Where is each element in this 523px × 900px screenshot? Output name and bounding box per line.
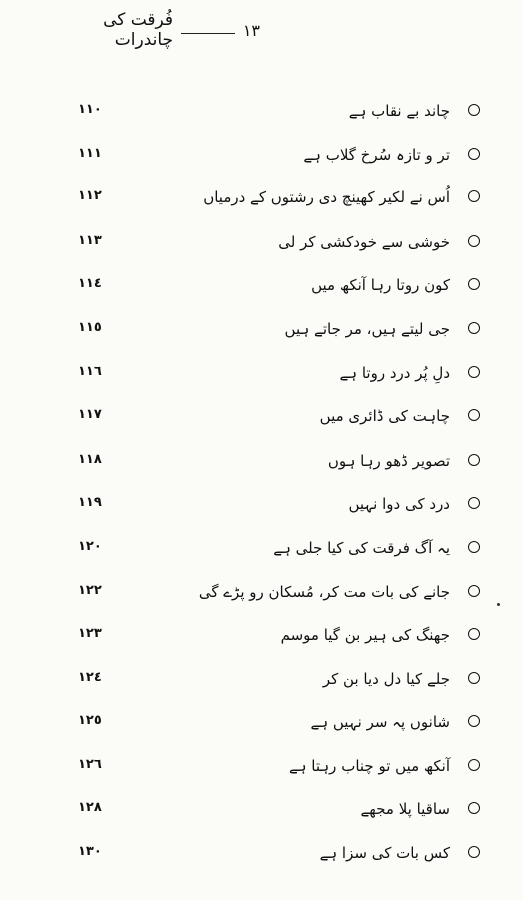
toc-entry-page: ١٢٦ xyxy=(78,757,102,772)
toc-entry-page: ١١٠ xyxy=(78,102,102,117)
bullet-circle-icon xyxy=(468,322,480,334)
bullet-circle-icon xyxy=(468,846,480,858)
bullet-circle-icon xyxy=(468,628,480,640)
toc-entry-title: تر و تازہ سُرخ گلاب ہے xyxy=(303,146,450,164)
toc-entry-title: چاند بے نقاب ہے xyxy=(348,102,450,120)
toc-entry[interactable] xyxy=(70,755,480,781)
toc-entry-page: ١١١ xyxy=(78,146,102,161)
toc-entry-title: کون روتا رہا آنکھ میں xyxy=(311,276,450,294)
header-page-number: ١٣ xyxy=(242,20,260,40)
toc-entry-title: جی لیتے ہیں، مر جاتے ہیں xyxy=(284,320,450,338)
toc-entry-title: کس بات کی سزا ہے xyxy=(319,844,450,862)
bullet-circle-icon xyxy=(468,278,480,290)
toc-entry-page: ١٢٣ xyxy=(78,626,102,641)
toc-entry[interactable] xyxy=(70,231,480,257)
toc-entry[interactable] xyxy=(70,624,480,650)
bullet-circle-icon xyxy=(468,148,480,160)
bullet-circle-icon xyxy=(468,802,480,814)
toc-entry-title: دلِ پُر درد روتا ہے xyxy=(339,364,450,382)
bullet-circle-icon xyxy=(468,715,480,727)
toc-entry[interactable] xyxy=(70,668,480,694)
toc-entry[interactable] xyxy=(70,144,480,170)
toc-entry[interactable] xyxy=(70,493,480,519)
toc-entry[interactable] xyxy=(70,711,480,737)
toc-entry[interactable] xyxy=(70,537,480,563)
toc-entry[interactable] xyxy=(70,274,480,300)
toc-entry-title: آنکھ میں تو چناب رہتا ہے xyxy=(288,757,450,775)
toc-entry-page: ١١٧ xyxy=(78,407,102,422)
toc-entry-title: اُس نے لکیر کھینچ دی رشتوں کے درمیاں xyxy=(203,188,450,206)
toc-entry-title: جانے کی بات مت کر، مُسکان رو پڑے گی xyxy=(198,583,450,601)
bullet-circle-icon xyxy=(468,497,480,509)
toc-entry-title: یہ آگ فرقت کی کیا جلی ہے xyxy=(273,539,450,557)
toc-entry[interactable] xyxy=(70,362,480,388)
toc-entry-page: ١١٩ xyxy=(78,495,102,510)
bullet-circle-icon xyxy=(468,585,480,597)
toc-entry[interactable] xyxy=(70,798,480,824)
toc-entry-page: ١٢٥ xyxy=(78,713,102,728)
toc-entry-page: ١٢٨ xyxy=(78,800,102,815)
toc-entry[interactable] xyxy=(70,100,480,126)
bullet-circle-icon xyxy=(468,672,480,684)
toc-entry-page: ١٢٠ xyxy=(78,539,102,554)
bullet-circle-icon xyxy=(468,409,480,421)
toc-entry-title: ساقیا پلا مجھے xyxy=(360,800,450,818)
toc-entry-page: ١١٢ xyxy=(78,188,102,203)
toc-entry-title: چاہت کی ڈائری میں xyxy=(319,407,450,425)
toc-entry-page: ١١٦ xyxy=(78,364,102,379)
bullet-circle-icon xyxy=(468,454,480,466)
toc-entry-page: ١٢٤ xyxy=(78,670,102,685)
toc-entry-title: شانوں پہ سر نہیں ہے xyxy=(310,713,450,731)
toc-entry-page: ١١٣ xyxy=(78,233,102,248)
bullet-circle-icon xyxy=(468,235,480,247)
bullet-circle-icon xyxy=(468,541,480,553)
header-title: فُرقت کی چاندرات xyxy=(103,10,174,50)
toc-entry-title: درد کی دوا نہیں xyxy=(348,495,450,513)
toc-entry-page: ١٢٢ xyxy=(78,583,102,598)
bullet-circle-icon xyxy=(468,104,480,116)
bullet-circle-icon xyxy=(468,366,480,378)
toc-entry[interactable] xyxy=(70,318,480,344)
bullet-circle-icon xyxy=(468,759,480,771)
toc-entry-page: ١٣٠ xyxy=(78,844,102,859)
toc-entry[interactable] xyxy=(70,842,480,868)
toc-entry-title: جھنگ کی ہیر بن گیا موسم xyxy=(280,626,450,644)
toc-entry-title: جلے کیا دل دیا بن کر xyxy=(322,670,450,688)
toc-entry-title: خوشی سے خودکشی کر لی xyxy=(278,233,450,251)
toc-entry[interactable] xyxy=(70,450,480,476)
bullet-circle-icon xyxy=(468,190,480,202)
toc-entry-page: ١١٨ xyxy=(78,452,102,467)
toc-entry-title: تصویر ڈھو رہا ہوں xyxy=(327,452,450,470)
toc-entry[interactable] xyxy=(70,405,480,431)
toc-entry-page: ١١٥ xyxy=(78,320,102,335)
toc-entry[interactable] xyxy=(70,581,480,607)
toc-entry[interactable] xyxy=(70,186,480,212)
toc-entry-page: ١١٤ xyxy=(78,276,102,291)
print-speck xyxy=(497,603,500,606)
